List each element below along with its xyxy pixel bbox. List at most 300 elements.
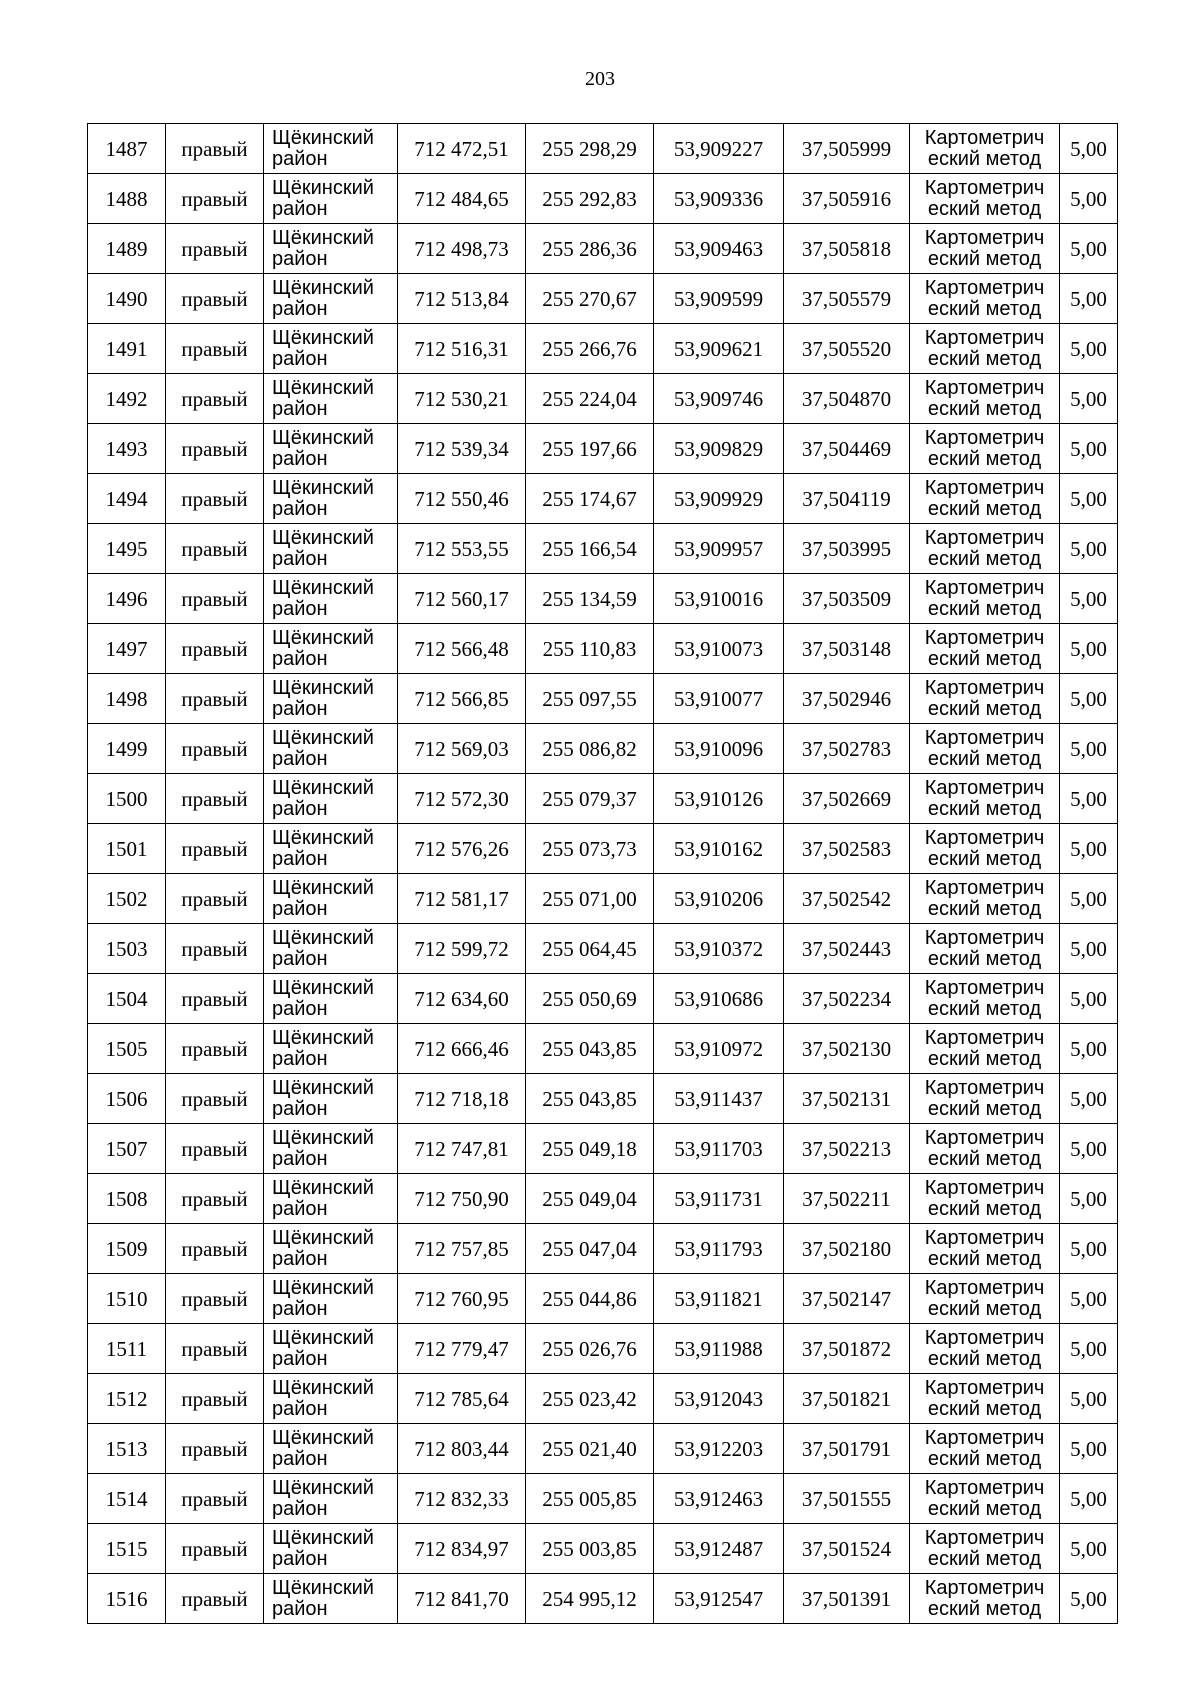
method-line: Картометрич [924, 176, 1045, 199]
method-line: еский метод [927, 597, 1042, 620]
method-line: еский метод [927, 197, 1042, 220]
latitude-cell: 53,910206 [654, 874, 784, 924]
y-coordinate-cell: 255 174,67 [526, 474, 654, 524]
district-line: Щёкинский [272, 976, 374, 999]
point-number-cell: 1502 [88, 874, 166, 924]
district-cell [264, 1224, 398, 1274]
x-coordinate-cell: 712 516,31 [398, 324, 526, 374]
longitude-cell: 37,501524 [784, 1524, 910, 1574]
bank-side-cell: правый [166, 1274, 264, 1324]
y-coordinate-cell: 255 043,85 [526, 1074, 654, 1124]
district-cell [264, 124, 398, 174]
table-row [88, 374, 1118, 424]
longitude-cell: 37,501391 [784, 1574, 910, 1624]
x-coordinate-cell: 712 779,47 [398, 1324, 526, 1374]
accuracy-cell: 5,00 [1060, 874, 1118, 924]
method-cell [910, 1074, 1060, 1124]
method-line: Картометрич [924, 976, 1045, 999]
point-number-cell: 1498 [88, 674, 166, 724]
x-coordinate-cell: 712 566,85 [398, 674, 526, 724]
district-cell [264, 274, 398, 324]
latitude-cell: 53,909599 [654, 274, 784, 324]
longitude-cell: 37,504469 [784, 424, 910, 474]
point-number-cell: 1515 [88, 1524, 166, 1574]
bank-side-cell: правый [166, 374, 264, 424]
district-cell [264, 624, 398, 674]
method-cell [910, 724, 1060, 774]
district-line: район [272, 1297, 328, 1320]
accuracy-cell: 5,00 [1060, 424, 1118, 474]
y-coordinate-cell: 255 079,37 [526, 774, 654, 824]
bank-side-cell: правый [166, 1424, 264, 1474]
table-row [88, 1274, 1118, 1324]
longitude-cell: 37,505818 [784, 224, 910, 274]
district-line: Щёкинский [272, 576, 374, 599]
district-line: Щёкинский [272, 276, 374, 299]
y-coordinate-cell: 255 292,83 [526, 174, 654, 224]
accuracy-cell: 5,00 [1060, 724, 1118, 774]
longitude-cell: 37,503509 [784, 574, 910, 624]
accuracy-cell: 5,00 [1060, 1174, 1118, 1224]
table-row [88, 724, 1118, 774]
method-line: Картометрич [924, 626, 1045, 649]
point-number-cell: 1501 [88, 824, 166, 874]
accuracy-cell: 5,00 [1060, 1574, 1118, 1624]
method-line: Картометрич [924, 926, 1045, 949]
method-line: еский метод [927, 1397, 1042, 1420]
longitude-cell: 37,501555 [784, 1474, 910, 1524]
district-line: район [272, 1247, 328, 1270]
bank-side-cell: правый [166, 1574, 264, 1624]
district-line: Щёкинский [272, 126, 374, 149]
method-line: Картометрич [924, 826, 1045, 849]
x-coordinate-cell: 712 560,17 [398, 574, 526, 624]
method-cell [910, 774, 1060, 824]
method-line: Картометрич [924, 326, 1045, 349]
district-line: район [272, 997, 328, 1020]
method-cell [910, 1374, 1060, 1424]
longitude-cell: 37,502783 [784, 724, 910, 774]
district-line: район [272, 1147, 328, 1170]
accuracy-cell: 5,00 [1060, 174, 1118, 224]
latitude-cell: 53,910372 [654, 924, 784, 974]
method-cell [910, 924, 1060, 974]
method-line: еский метод [927, 1047, 1042, 1070]
accuracy-cell: 5,00 [1060, 674, 1118, 724]
x-coordinate-cell: 712 832,33 [398, 1474, 526, 1524]
y-coordinate-cell: 255 050,69 [526, 974, 654, 1024]
point-number-cell: 1487 [88, 124, 166, 174]
point-number-cell: 1512 [88, 1374, 166, 1424]
latitude-cell: 53,910972 [654, 1024, 784, 1074]
method-line: еский метод [927, 1347, 1042, 1370]
method-line: Картометрич [924, 426, 1045, 449]
method-line: Картометрич [924, 1526, 1045, 1549]
bank-side-cell: правый [166, 1224, 264, 1274]
y-coordinate-cell: 255 003,85 [526, 1524, 654, 1574]
y-coordinate-cell: 255 021,40 [526, 1424, 654, 1474]
table-row [88, 324, 1118, 374]
method-line: Картометрич [924, 1326, 1045, 1349]
accuracy-cell: 5,00 [1060, 774, 1118, 824]
point-number-cell: 1494 [88, 474, 166, 524]
method-cell [910, 624, 1060, 674]
bank-side-cell: правый [166, 874, 264, 924]
method-cell [910, 974, 1060, 1024]
coordinates-table [87, 123, 1118, 1624]
method-cell [910, 1274, 1060, 1324]
district-line: Щёкинский [272, 1376, 374, 1399]
table-row [88, 1024, 1118, 1074]
latitude-cell: 53,911793 [654, 1224, 784, 1274]
longitude-cell: 37,502669 [784, 774, 910, 824]
latitude-cell: 53,911988 [654, 1324, 784, 1374]
x-coordinate-cell: 712 747,81 [398, 1124, 526, 1174]
x-coordinate-cell: 712 599,72 [398, 924, 526, 974]
accuracy-cell: 5,00 [1060, 1074, 1118, 1124]
method-line: Картометрич [924, 1476, 1045, 1499]
district-line: Щёкинский [272, 1426, 374, 1449]
accuracy-cell: 5,00 [1060, 974, 1118, 1024]
point-number-cell: 1495 [88, 524, 166, 574]
point-number-cell: 1507 [88, 1124, 166, 1174]
table-row [88, 1174, 1118, 1224]
district-line: район [272, 397, 328, 420]
district-cell [264, 774, 398, 824]
district-line: Щёкинский [272, 876, 374, 899]
method-line: Картометрич [924, 276, 1045, 299]
table-row [88, 224, 1118, 274]
point-number-cell: 1510 [88, 1274, 166, 1324]
district-line: Щёкинский [272, 476, 374, 499]
district-line: район [272, 947, 328, 970]
district-line: район [272, 1597, 328, 1620]
table-row [88, 1324, 1118, 1374]
bank-side-cell: правый [166, 624, 264, 674]
bank-side-cell: правый [166, 524, 264, 574]
method-line: еский метод [927, 1147, 1042, 1170]
point-number-cell: 1503 [88, 924, 166, 974]
method-line: Картометрич [924, 126, 1045, 149]
district-line: район [272, 747, 328, 770]
y-coordinate-cell: 255 286,36 [526, 224, 654, 274]
district-line: Щёкинский [272, 526, 374, 549]
bank-side-cell: правый [166, 274, 264, 324]
bank-side-cell: правый [166, 224, 264, 274]
method-line: Картометрич [924, 1126, 1045, 1149]
table-row [88, 774, 1118, 824]
district-cell [264, 174, 398, 224]
district-line: район [272, 1097, 328, 1120]
method-line: Картометрич [924, 776, 1045, 799]
longitude-cell: 37,505520 [784, 324, 910, 374]
district-line: Щёкинский [272, 1326, 374, 1349]
longitude-cell: 37,503148 [784, 624, 910, 674]
district-line: район [272, 1497, 328, 1520]
table-row [88, 574, 1118, 624]
accuracy-cell: 5,00 [1060, 374, 1118, 424]
district-line: район [272, 847, 328, 870]
accuracy-cell: 5,00 [1060, 274, 1118, 324]
longitude-cell: 37,502180 [784, 1224, 910, 1274]
x-coordinate-cell: 712 576,26 [398, 824, 526, 874]
method-line: Картометрич [924, 1026, 1045, 1049]
accuracy-cell: 5,00 [1060, 474, 1118, 524]
x-coordinate-cell: 712 785,64 [398, 1374, 526, 1424]
method-cell [910, 874, 1060, 924]
latitude-cell: 53,909621 [654, 324, 784, 374]
district-cell [264, 824, 398, 874]
latitude-cell: 53,910686 [654, 974, 784, 1024]
district-line: район [272, 197, 328, 220]
district-line: Щёкинский [272, 626, 374, 649]
point-number-cell: 1489 [88, 224, 166, 274]
method-cell [910, 124, 1060, 174]
district-cell [264, 1424, 398, 1474]
y-coordinate-cell: 255 097,55 [526, 674, 654, 724]
district-line: район [272, 1347, 328, 1370]
district-cell [264, 1124, 398, 1174]
point-number-cell: 1505 [88, 1024, 166, 1074]
district-line: Щёкинский [272, 826, 374, 849]
district-line: район [272, 1447, 328, 1470]
table-row [88, 1474, 1118, 1524]
method-cell [910, 1574, 1060, 1624]
method-cell [910, 1524, 1060, 1574]
method-line: еский метод [927, 147, 1042, 170]
district-line: район [272, 1547, 328, 1570]
method-cell [910, 1324, 1060, 1374]
district-line: район [272, 647, 328, 670]
method-line: еский метод [927, 1247, 1042, 1270]
x-coordinate-cell: 712 803,44 [398, 1424, 526, 1474]
bank-side-cell: правый [166, 774, 264, 824]
y-coordinate-cell: 255 134,59 [526, 574, 654, 624]
bank-side-cell: правый [166, 974, 264, 1024]
latitude-cell: 53,910126 [654, 774, 784, 824]
district-line: Щёкинский [272, 726, 374, 749]
method-line: еский метод [927, 947, 1042, 970]
y-coordinate-cell: 255 026,76 [526, 1324, 654, 1374]
longitude-cell: 37,502213 [784, 1124, 910, 1174]
table-row [88, 274, 1118, 324]
district-line: район [272, 297, 328, 320]
point-number-cell: 1514 [88, 1474, 166, 1524]
table-row [88, 874, 1118, 924]
district-line: район [272, 1047, 328, 1070]
method-line: еский метод [927, 1297, 1042, 1320]
y-coordinate-cell: 255 166,54 [526, 524, 654, 574]
latitude-cell: 53,909463 [654, 224, 784, 274]
district-cell [264, 1474, 398, 1524]
accuracy-cell: 5,00 [1060, 1524, 1118, 1574]
method-cell [910, 424, 1060, 474]
bank-side-cell: правый [166, 574, 264, 624]
x-coordinate-cell: 712 569,03 [398, 724, 526, 774]
method-line: Картометрич [924, 1176, 1045, 1199]
latitude-cell: 53,909336 [654, 174, 784, 224]
bank-side-cell: правый [166, 1474, 264, 1524]
method-line: еский метод [927, 1097, 1042, 1120]
latitude-cell: 53,911731 [654, 1174, 784, 1224]
y-coordinate-cell: 255 298,29 [526, 124, 654, 174]
method-line: еский метод [927, 347, 1042, 370]
district-cell [264, 1274, 398, 1324]
point-number-cell: 1499 [88, 724, 166, 774]
method-line: Картометрич [924, 676, 1045, 699]
accuracy-cell: 5,00 [1060, 224, 1118, 274]
point-number-cell: 1513 [88, 1424, 166, 1474]
table-row [88, 924, 1118, 974]
method-line: еский метод [927, 1447, 1042, 1470]
table-row [88, 1224, 1118, 1274]
district-cell [264, 574, 398, 624]
longitude-cell: 37,504870 [784, 374, 910, 424]
method-cell [910, 474, 1060, 524]
district-line: район [272, 147, 328, 170]
district-cell [264, 424, 398, 474]
accuracy-cell: 5,00 [1060, 1024, 1118, 1074]
method-line: еский метод [927, 847, 1042, 870]
y-coordinate-cell: 255 266,76 [526, 324, 654, 374]
longitude-cell: 37,502211 [784, 1174, 910, 1224]
bank-side-cell: правый [166, 124, 264, 174]
table-row [88, 624, 1118, 674]
district-cell [264, 374, 398, 424]
accuracy-cell: 5,00 [1060, 1424, 1118, 1474]
table-row [88, 824, 1118, 874]
latitude-cell: 53,911821 [654, 1274, 784, 1324]
x-coordinate-cell: 712 757,85 [398, 1224, 526, 1274]
method-cell [910, 1024, 1060, 1074]
district-line: Щёкинский [272, 1076, 374, 1099]
y-coordinate-cell: 255 270,67 [526, 274, 654, 324]
x-coordinate-cell: 712 472,51 [398, 124, 526, 174]
method-cell [910, 324, 1060, 374]
longitude-cell: 37,501872 [784, 1324, 910, 1374]
x-coordinate-cell: 712 566,48 [398, 624, 526, 674]
x-coordinate-cell: 712 760,95 [398, 1274, 526, 1324]
page-number: 203 [585, 68, 615, 90]
method-cell [910, 1424, 1060, 1474]
district-line: Щёкинский [272, 426, 374, 449]
y-coordinate-cell: 255 047,04 [526, 1224, 654, 1274]
longitude-cell: 37,502147 [784, 1274, 910, 1324]
latitude-cell: 53,909957 [654, 524, 784, 574]
district-cell [264, 1324, 398, 1374]
district-line: Щёкинский [272, 1526, 374, 1549]
district-line: Щёкинский [272, 1276, 374, 1299]
point-number-cell: 1504 [88, 974, 166, 1024]
method-line: еский метод [927, 647, 1042, 670]
x-coordinate-cell: 712 841,70 [398, 1574, 526, 1624]
district-line: район [272, 547, 328, 570]
y-coordinate-cell: 255 043,85 [526, 1024, 654, 1074]
district-line: район [272, 247, 328, 270]
y-coordinate-cell: 255 064,45 [526, 924, 654, 974]
longitude-cell: 37,502583 [784, 824, 910, 874]
district-line: район [272, 697, 328, 720]
district-line: район [272, 897, 328, 920]
table-row [88, 1124, 1118, 1174]
method-cell [910, 824, 1060, 874]
y-coordinate-cell: 255 073,73 [526, 824, 654, 874]
district-cell [264, 1524, 398, 1574]
bank-side-cell: правый [166, 1324, 264, 1374]
method-line: еский метод [927, 1547, 1042, 1570]
table-row [88, 424, 1118, 474]
method-cell [910, 224, 1060, 274]
accuracy-cell: 5,00 [1060, 1124, 1118, 1174]
bank-side-cell: правый [166, 924, 264, 974]
method-line: еский метод [927, 247, 1042, 270]
method-line: Картометрич [924, 1276, 1045, 1299]
latitude-cell: 53,909929 [654, 474, 784, 524]
x-coordinate-cell: 712 498,73 [398, 224, 526, 274]
longitude-cell: 37,503995 [784, 524, 910, 574]
method-line: еский метод [927, 897, 1042, 920]
method-line: еский метод [927, 447, 1042, 470]
method-line: Картометрич [924, 726, 1045, 749]
latitude-cell: 53,911703 [654, 1124, 784, 1174]
point-number-cell: 1511 [88, 1324, 166, 1374]
longitude-cell: 37,501821 [784, 1374, 910, 1424]
method-cell [910, 574, 1060, 624]
table-row [88, 674, 1118, 724]
district-cell [264, 1024, 398, 1074]
method-line: Картометрич [924, 226, 1045, 249]
latitude-cell: 53,911437 [654, 1074, 784, 1124]
table-row [88, 174, 1118, 224]
bank-side-cell: правый [166, 474, 264, 524]
x-coordinate-cell: 712 484,65 [398, 174, 526, 224]
x-coordinate-cell: 712 539,34 [398, 424, 526, 474]
longitude-cell: 37,501791 [784, 1424, 910, 1474]
bank-side-cell: правый [166, 1524, 264, 1574]
method-line: Картометрич [924, 1576, 1045, 1599]
district-cell [264, 524, 398, 574]
district-line: Щёкинский [272, 1126, 374, 1149]
bank-side-cell: правый [166, 1024, 264, 1074]
x-coordinate-cell: 712 750,90 [398, 1174, 526, 1224]
point-number-cell: 1500 [88, 774, 166, 824]
district-line: район [272, 797, 328, 820]
x-coordinate-cell: 712 666,46 [398, 1024, 526, 1074]
y-coordinate-cell: 255 197,66 [526, 424, 654, 474]
y-coordinate-cell: 255 005,85 [526, 1474, 654, 1524]
method-line: Картометрич [924, 1226, 1045, 1249]
y-coordinate-cell: 255 044,86 [526, 1274, 654, 1324]
district-line: район [272, 447, 328, 470]
bank-side-cell: правый [166, 724, 264, 774]
point-number-cell: 1497 [88, 624, 166, 674]
point-number-cell: 1496 [88, 574, 166, 624]
method-line: Картометрич [924, 476, 1045, 499]
district-cell [264, 924, 398, 974]
bank-side-cell: правый [166, 1374, 264, 1424]
method-cell [910, 274, 1060, 324]
bank-side-cell: правый [166, 1174, 264, 1224]
method-line: Картометрич [924, 526, 1045, 549]
x-coordinate-cell: 712 553,55 [398, 524, 526, 574]
latitude-cell: 53,910016 [654, 574, 784, 624]
method-line: еский метод [927, 1197, 1042, 1220]
method-line: еский метод [927, 397, 1042, 420]
accuracy-cell: 5,00 [1060, 1324, 1118, 1374]
district-line: район [272, 1397, 328, 1420]
method-cell [910, 1174, 1060, 1224]
district-line: Щёкинский [272, 926, 374, 949]
